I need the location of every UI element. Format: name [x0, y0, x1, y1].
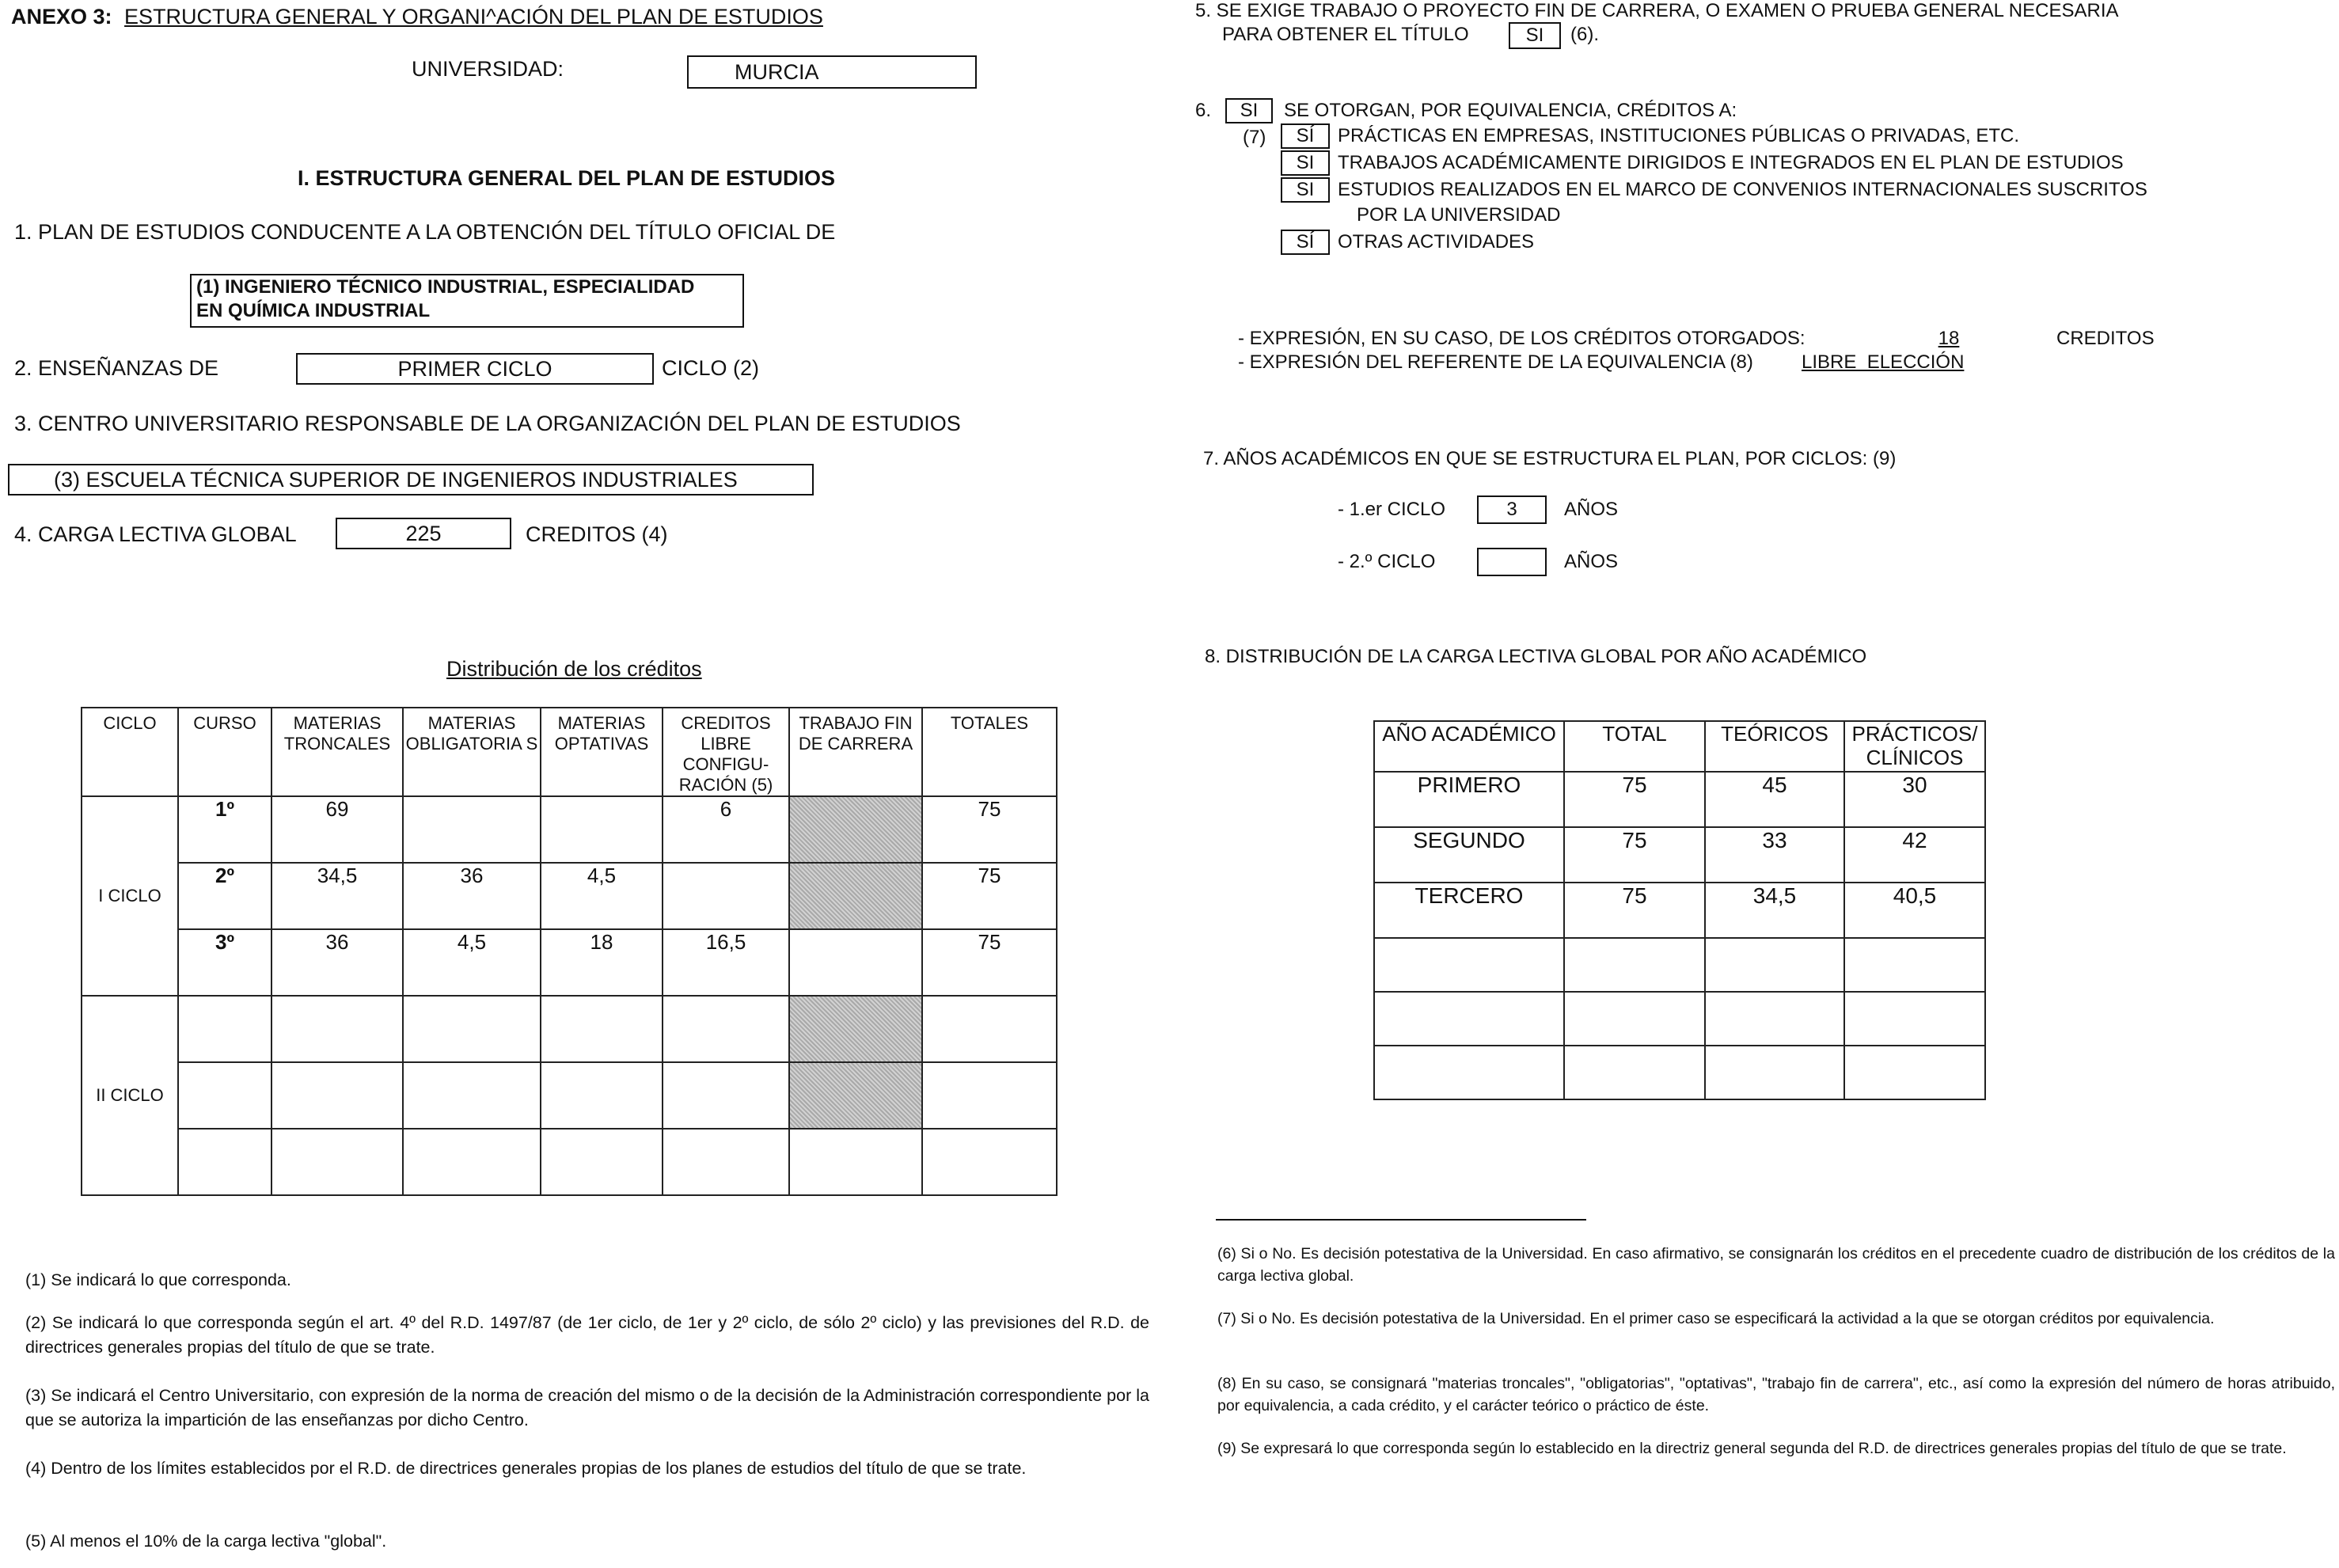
- table-row: [1374, 938, 1985, 992]
- teoricos-cell: 34,5: [1705, 883, 1844, 938]
- table-row: [82, 863, 1057, 929]
- empty-cell: [271, 1129, 403, 1195]
- optativas-cell: 4,5: [541, 863, 663, 929]
- empty-cell: [178, 1129, 271, 1195]
- credit-distribution-table: [81, 707, 1057, 1196]
- year-cell: TERCERO: [1374, 883, 1564, 938]
- credits-suffix: CREDITOS: [2056, 328, 2155, 349]
- credits-label: - EXPRESIÓN, EN SU CASO, DE LOS CRÉDITOS OTORGADOS:: [1238, 328, 1806, 349]
- footnote-4: (4) Dentro de los límites establecidos por el R.D. de directrices generales propias de los planes de estudios del título de que se trate.: [25, 1459, 1027, 1478]
- empty-cell: [541, 996, 663, 1062]
- item5-value: SI: [1509, 22, 1561, 49]
- item1-text: 1. PLAN DE ESTUDIOS CONDUCENTE A LA OBTENCIÓN DEL TÍTULO OFICIAL DE: [14, 220, 836, 244]
- totales-cell: 75: [922, 863, 1057, 929]
- total-cell: 75: [1564, 827, 1705, 883]
- empty-cell: [1844, 992, 1985, 1046]
- item2-value: PRIMER CICLO: [296, 353, 654, 385]
- empty-cell: [922, 996, 1057, 1062]
- reference-label: - EXPRESIÓN DEL REFERENTE DE LA EQUIVALENCIA (8): [1238, 351, 1753, 373]
- table-row: [1374, 992, 1985, 1046]
- item2-label: 2. ENSEÑANZAS DE: [14, 356, 219, 380]
- footnote-6: (6) Si o No. Es decisión potestativa de la Universidad. En caso afirmativo, se consignarán los créditos en el precedente cuadro de distribución de los créditos de la carga lectiva global.: [1217, 1245, 2335, 1285]
- yearly-load-table: [1373, 720, 1986, 1100]
- cycle1-years-value: 3: [1477, 495, 1547, 524]
- header-teoricos: TEÓRICOS: [1705, 721, 1844, 772]
- libre-cell: 6: [663, 796, 789, 863]
- curso-cell: 3º: [178, 929, 271, 996]
- table-row: [82, 929, 1057, 996]
- degree-title-box: [190, 274, 744, 328]
- empty-cell: [1705, 938, 1844, 992]
- empty-cell: [1564, 992, 1705, 1046]
- university-label: UNIVERSIDAD:: [412, 57, 564, 81]
- empty-cell: [1374, 1046, 1564, 1099]
- practicos-cell: 42: [1844, 827, 1985, 883]
- header-obligatorias: MATERIAS OBLIGATORIA S: [403, 708, 541, 796]
- item3-text: 3. CENTRO UNIVERSITARIO RESPONSABLE DE LA ORGANIZACIÓN DEL PLAN DE ESTUDIOS: [14, 412, 961, 435]
- empty-cell: [789, 1129, 922, 1195]
- credits-value: 18: [1938, 328, 1960, 349]
- item5-line1: 5. SE EXIGE TRABAJO O PROYECTO FIN DE CARRERA, O EXAMEN O PRUEBA GENERAL NECESARIA: [1195, 0, 2119, 21]
- header-libre-configuracion: CREDITOS LIBRE CONFIGU- RACIÓN (5): [663, 708, 789, 796]
- annex-heading: [11, 5, 823, 29]
- troncales-cell: 34,5: [271, 863, 403, 929]
- empty-cell: [403, 996, 541, 1062]
- option1-value: SÍ: [1281, 123, 1330, 149]
- header-trabajo-fin: TRABAJO FIN DE CARRERA: [789, 708, 922, 796]
- table-row: [1374, 883, 1985, 938]
- obligatorias-cell: [403, 796, 541, 863]
- curso-cell: 1º: [178, 796, 271, 863]
- practicos-cell: 40,5: [1844, 883, 1985, 938]
- degree-title-line1: (1) INGENIERO TÉCNICO INDUSTRIAL, ESPECIALIDAD: [196, 276, 695, 298]
- footnote-8: (8) En su caso, se consignará "materias troncales", "obligatorias", "optativas", "trabajo fin de carrera", etc., así como la expresión del número de horas atribuido, por equivalencia, a cada crédito, y el carácter teórico o práctico de éste.: [1217, 1375, 2335, 1414]
- cycle2-years-value: [1477, 548, 1547, 576]
- item6-text: SE OTORGAN, POR EQUIVALENCIA, CRÉDITOS A:: [1284, 100, 1737, 121]
- empty-cell: [1564, 938, 1705, 992]
- table-header-row: [82, 708, 1057, 796]
- troncales-cell: 69: [271, 796, 403, 863]
- empty-cell: [1705, 992, 1844, 1046]
- empty-cell: [541, 1062, 663, 1129]
- option3-label: ESTUDIOS REALIZADOS EN EL MARCO DE CONVENIOS INTERNACIONALES SUSCRITOS: [1338, 179, 2147, 200]
- empty-cell: [271, 996, 403, 1062]
- item5-suffix: (6).: [1570, 24, 1599, 45]
- total-cell: 75: [1564, 772, 1705, 827]
- totales-cell: 75: [922, 929, 1057, 996]
- cycle2-years-label: - 2.º CICLO: [1338, 551, 1436, 572]
- table-row: [1374, 1046, 1985, 1099]
- empty-cell: [403, 1129, 541, 1195]
- item7-text: 7. AÑOS ACADÉMICOS EN QUE SE ESTRUCTURA EL PLAN, POR CICLOS: (9): [1203, 448, 1897, 469]
- trabajo-cell-shaded: [789, 996, 922, 1062]
- cycle1-label: I CICLO: [82, 796, 178, 996]
- distribution-title: Distribución de los créditos: [446, 657, 702, 681]
- option4-label: OTRAS ACTIVIDADES: [1338, 231, 1535, 252]
- option3-continuation: POR LA UNIVERSIDAD: [1357, 204, 1561, 226]
- yearly-header-row: [1374, 721, 1985, 772]
- item4-suffix: CREDITOS (4): [526, 522, 668, 546]
- empty-cell: [178, 996, 271, 1062]
- teoricos-cell: 33: [1705, 827, 1844, 883]
- table-row: [82, 1129, 1057, 1195]
- option1-label: PRÁCTICAS EN EMPRESAS, INSTITUCIONES PÚBLICAS O PRIVADAS, ETC.: [1338, 125, 2020, 146]
- item3-center-box: (3) ESCUELA TÉCNICA SUPERIOR DE INGENIEROS INDUSTRIALES: [8, 464, 814, 495]
- trabajo-cell-shaded: [789, 1062, 922, 1129]
- empty-cell: [663, 1129, 789, 1195]
- item6-value: SI: [1225, 98, 1273, 123]
- university-value: MURCIA: [687, 55, 977, 89]
- section1-title: I. ESTRUCTURA GENERAL DEL PLAN DE ESTUDIOS: [298, 166, 836, 190]
- empty-cell: [663, 1062, 789, 1129]
- cycle2-label: II CICLO: [82, 996, 178, 1195]
- option2-value: SI: [1281, 150, 1330, 176]
- empty-cell: [271, 1062, 403, 1129]
- option3-value: SI: [1281, 177, 1330, 203]
- option4-value: SÍ: [1281, 230, 1330, 255]
- year-cell: PRIMERO: [1374, 772, 1564, 827]
- troncales-cell: 36: [271, 929, 403, 996]
- annex-title: ESTRUCTURA GENERAL Y ORGANI^ACIÓN DEL PLAN DE ESTUDIOS: [124, 5, 823, 28]
- trabajo-cell-shaded: [789, 863, 922, 929]
- footnote-7: (7) Si o No. Es decisión potestativa de la Universidad. En el primer caso se especificará la actividad a la que se otorgan créditos por equivalencia.: [1217, 1310, 2215, 1327]
- item4-value: 225: [336, 518, 511, 549]
- header-curso: CURSO: [178, 708, 271, 796]
- empty-cell: [1374, 938, 1564, 992]
- libre-cell: 16,5: [663, 929, 789, 996]
- totales-cell: 75: [922, 796, 1057, 863]
- obligatorias-cell: 4,5: [403, 929, 541, 996]
- cycle1-years-label: - 1.er CICLO: [1338, 499, 1446, 520]
- empty-cell: [178, 1062, 271, 1129]
- header-total: TOTAL: [1564, 721, 1705, 772]
- year-cell: SEGUNDO: [1374, 827, 1564, 883]
- empty-cell: [541, 1129, 663, 1195]
- option2-label: TRABAJOS ACADÉMICAMENTE DIRIGIDOS E INTEGRADOS EN EL PLAN DE ESTUDIOS: [1338, 152, 2124, 173]
- item6-note: (7): [1243, 127, 1266, 148]
- curso-cell: 2º: [178, 863, 271, 929]
- table-row: [82, 996, 1057, 1062]
- header-year: AÑO ACADÉMICO: [1374, 721, 1564, 772]
- cycle2-years-suffix: AÑOS: [1564, 551, 1619, 572]
- footnote-3: (3) Se indicará el Centro Universitario, con expresión de la norma de creación del mismo o de la decisión de la Administración correspondiente por la que se autoriza la impartición de las enseñanzas por dicho Centro.: [25, 1386, 1149, 1429]
- practicos-cell: 30: [1844, 772, 1985, 827]
- empty-cell: [1374, 992, 1564, 1046]
- degree-title-line2: EN QUÍMICA INDUSTRIAL: [196, 300, 431, 321]
- item5-line2: PARA OBTENER EL TÍTULO: [1222, 24, 1469, 45]
- optativas-cell: 18: [541, 929, 663, 996]
- table-row: [1374, 772, 1985, 827]
- item4-label: 4. CARGA LECTIVA GLOBAL: [14, 522, 297, 546]
- header-ciclo: CICLO: [82, 708, 178, 796]
- header-practicos: PRÁCTICOS/ CLÍNICOS: [1844, 721, 1985, 772]
- empty-cell: [1564, 1046, 1705, 1099]
- empty-cell: [922, 1129, 1057, 1195]
- libre-cell: [663, 863, 789, 929]
- table-row: [1374, 827, 1985, 883]
- trabajo-cell-shaded: [789, 796, 922, 863]
- footnote-divider: [1216, 1219, 1586, 1221]
- empty-cell: [1844, 938, 1985, 992]
- footnote-5: (5) Al menos el 10% de la carga lectiva "global".: [25, 1532, 387, 1551]
- footnote-1: (1) Se indicará lo que corresponda.: [25, 1270, 291, 1289]
- item8-text: 8. DISTRIBUCIÓN DE LA CARGA LECTIVA GLOBAL POR AÑO ACADÉMICO: [1205, 646, 1867, 667]
- footnote-9: (9) Se expresará lo que corresponda según lo establecido en la directriz general segunda del R.D. de directrices generales propias del título de que se trate.: [1217, 1440, 2287, 1457]
- item6-number: 6.: [1195, 100, 1212, 121]
- empty-cell: [1705, 1046, 1844, 1099]
- annex-prefix: ANEXO 3:: [11, 5, 112, 28]
- footnote-2: (2) Se indicará lo que corresponda según el art. 4º del R.D. 1497/87 (de 1er ciclo, de 1er y 2º ciclo, de sólo 2º ciclo) y las previsiones del R.D. de directrices generales propias del título de que se trate.: [25, 1313, 1149, 1357]
- empty-cell: [1844, 1046, 1985, 1099]
- table-row: [82, 1062, 1057, 1129]
- header-optativas: MATERIAS OPTATIVAS: [541, 708, 663, 796]
- optativas-cell: [541, 796, 663, 863]
- table-row: [82, 796, 1057, 863]
- header-troncales: MATERIAS TRONCALES: [271, 708, 403, 796]
- total-cell: 75: [1564, 883, 1705, 938]
- empty-cell: [922, 1062, 1057, 1129]
- reference-value: LIBRE ELECCIÓN: [1802, 351, 1965, 373]
- header-totales: TOTALES: [922, 708, 1057, 796]
- cycle1-years-suffix: AÑOS: [1564, 499, 1619, 520]
- item2-suffix: CICLO (2): [662, 356, 760, 380]
- empty-cell: [403, 1062, 541, 1129]
- obligatorias-cell: 36: [403, 863, 541, 929]
- empty-cell: [663, 996, 789, 1062]
- trabajo-cell: [789, 929, 922, 996]
- teoricos-cell: 45: [1705, 772, 1844, 827]
